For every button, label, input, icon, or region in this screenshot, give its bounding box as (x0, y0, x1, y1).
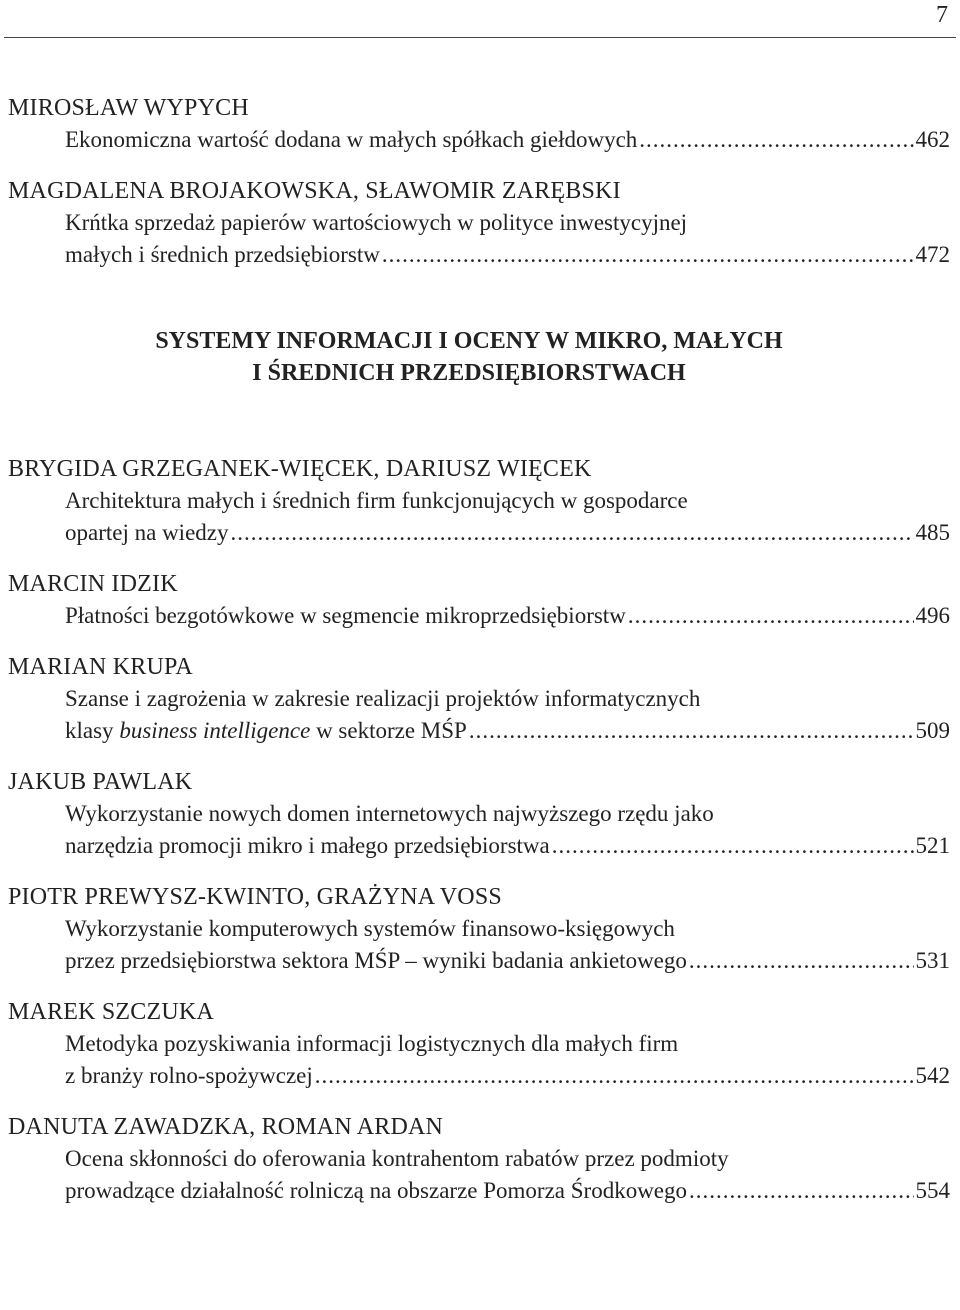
toc-entry-dot-leader (315, 1060, 914, 1092)
section-heading (8, 325, 950, 389)
toc-entry-title-text: Ekonomiczna wartość dodana w małych spółkach giełdowych (65, 127, 638, 152)
toc-entry-title-text: prowadzące działalność rolniczą na obszarze Pomorza Środkowego (65, 1178, 688, 1203)
toc-entry-title-italic: business intelligence (119, 718, 311, 743)
toc-entry-title-last-line (8, 945, 950, 977)
toc-entry-page-number: 462 (915, 127, 950, 152)
header-rule (4, 37, 956, 38)
toc-entry-title-text (65, 715, 467, 747)
toc-list-top (8, 92, 950, 271)
toc-entry-dot-leader (628, 600, 914, 632)
toc-entry-page-number: 554 (915, 1178, 950, 1203)
toc-entry-title-text: małych i średnich przedsiębiorstw (65, 242, 380, 267)
toc-entry (8, 651, 950, 747)
toc-entry (8, 175, 950, 271)
toc-entry-page-number: 472 (915, 242, 950, 267)
toc-entry (8, 92, 950, 156)
toc-entry-page-number: 542 (915, 1063, 950, 1088)
toc-entry-title-text: przez przedsiębiorstwa sektora MŚP – wyniki badania ankietowego (65, 948, 687, 973)
toc-entry-title-suffix: w sektorze MŚP (310, 718, 467, 743)
toc-entry-page-number: 531 (915, 948, 950, 973)
toc-entry-title-text: narzędzia promocji mikro i małego przedsiębiorstwa (65, 833, 550, 858)
toc-entry-dot-leader (552, 830, 914, 862)
toc-entry-title-line: Szanse i zagrożenia w zakresie realizacji projektów informatycznych (65, 686, 701, 711)
toc-entry-dot-leader (382, 239, 914, 271)
toc-entry (8, 1111, 950, 1207)
toc-entry-author: DANUTA ZAWADZKA, ROMAN ARDAN (8, 1114, 444, 1140)
toc-entry (8, 453, 950, 549)
toc-entry-title-last-line (8, 517, 950, 549)
toc-entry-author: BRYGIDA GRZEGANEK-WIĘCEK, DARIUSZ WIĘCEK (8, 456, 592, 482)
toc-entry-title-text: opartej na wiedzy (65, 520, 229, 545)
toc-entry (8, 568, 950, 632)
toc-entry-page-number: 521 (915, 833, 950, 858)
toc-entry (8, 881, 950, 977)
page-number: 7 (936, 2, 948, 28)
toc-entry-author: MARCIN IDZIK (8, 571, 178, 597)
toc-entry-dot-leader (689, 1175, 913, 1207)
section-heading-line-1: SYSTEMY INFORMACJI I OCENY W MIKRO, MAŁYCH (155, 328, 783, 354)
section-heading-line-2: I ŚREDNICH PRZEDSIĘBIORSTWACH (252, 360, 686, 386)
toc-entry-page-number: 496 (915, 603, 950, 628)
toc-entry-page-number: 485 (915, 520, 950, 545)
toc-entry-title-line: Krńtka sprzedaż papierów wartościowych w polityce inwestycyjnej (65, 210, 688, 235)
toc-entry-title-line: Metodyka pozyskiwania informacji logistycznych dla małych firm (65, 1031, 679, 1056)
toc-entry-author: JAKUB PAWLAK (8, 769, 193, 795)
table-of-contents (8, 92, 950, 1226)
toc-entry-author: MIROSŁAW WYPYCH (8, 95, 249, 121)
toc-entry-title-line: Wykorzystanie nowych domen internetowych najwyższego rzędu jako (65, 801, 714, 826)
toc-entry-title-line: Ocena skłonności do oferowania kontrahentom rabatów przez podmioty (65, 1146, 729, 1171)
toc-entry-title-last-line (8, 124, 950, 156)
toc-entry-title-line: Wykorzystanie komputerowych systemów finansowo-księgowych (65, 916, 675, 941)
toc-entry-title-text: z branży rolno-spożywczej (65, 1063, 313, 1088)
toc-entry-title-last-line (8, 600, 950, 632)
toc-entry-title-last-line (8, 1060, 950, 1092)
toc-entry-author: MAREK SZCZUKA (8, 999, 214, 1025)
toc-entry-author: MAGDALENA BROJAKOWSKA, SŁAWOMIR ZARĘBSKI (8, 178, 621, 204)
toc-entry-author: PIOTR PREWYSZ-KWINTO, GRAŻYNA VOSS (8, 884, 502, 910)
toc-entry-dot-leader (230, 517, 913, 549)
toc-entry-title-last-line (8, 830, 950, 862)
toc-entry (8, 766, 950, 862)
toc-entry-dot-leader (469, 715, 914, 747)
toc-entry (8, 996, 950, 1092)
toc-entry-dot-leader (639, 124, 913, 156)
toc-entry-page-number: 509 (915, 718, 950, 743)
toc-entry-author: MARIAN KRUPA (8, 654, 193, 680)
toc-entry-title-last-line (8, 1175, 950, 1207)
toc-list-bottom (8, 453, 950, 1207)
toc-entry-title-prefix: klasy (65, 718, 120, 743)
toc-entry-dot-leader (689, 945, 914, 977)
toc-entry-title-line: Architektura małych i średnich firm funkcjonujących w gospodarce (65, 488, 688, 513)
toc-entry-title-text: Płatności bezgotówkowe w segmencie mikroprzedsiębiorstw (65, 603, 626, 628)
toc-entry-title-last-line (8, 239, 950, 271)
toc-entry-title-last-line (8, 715, 950, 747)
